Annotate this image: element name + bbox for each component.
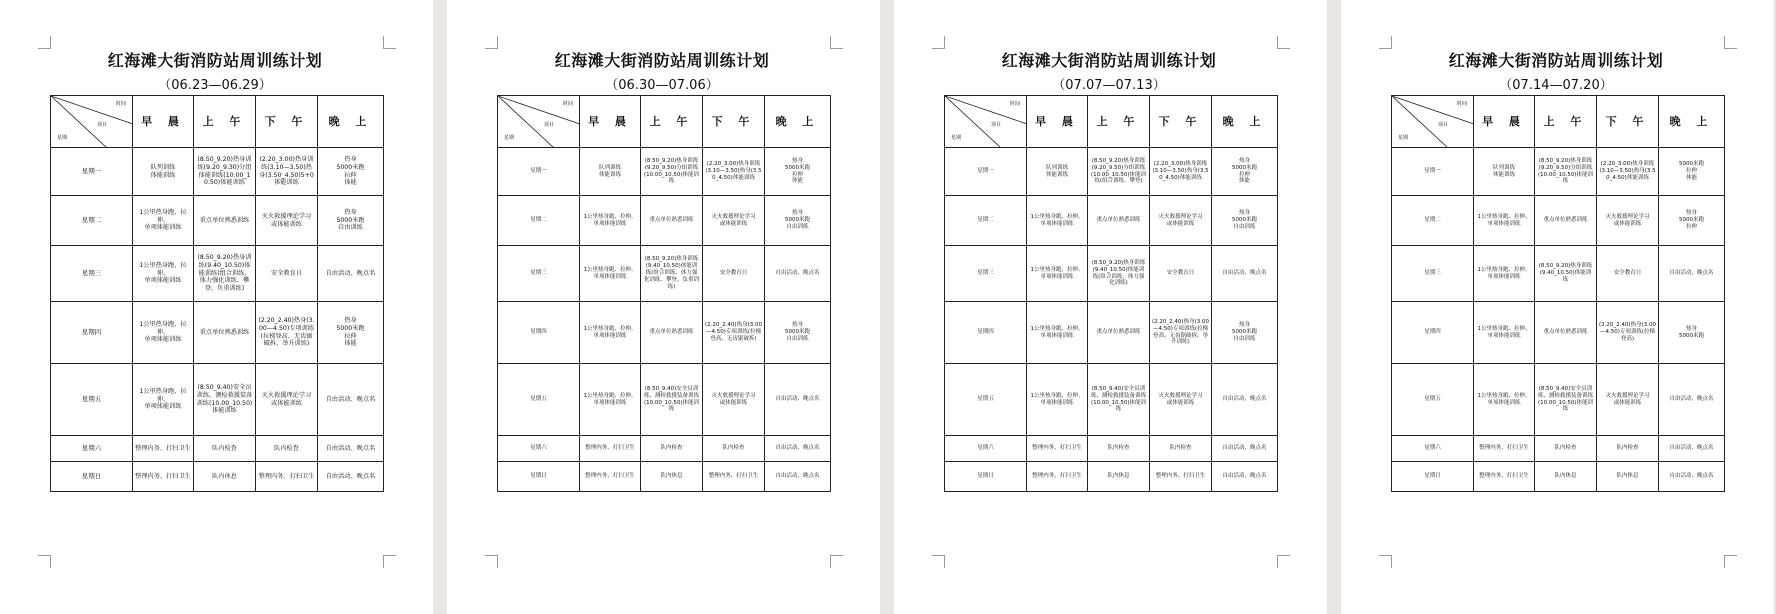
schedule-cell: 1公里热身跑、拉伸、单项体能训练 — [1027, 364, 1088, 436]
corner-label-time: 时间 — [1009, 101, 1020, 107]
schedule-cell: 自由活动、晚点名 — [1212, 246, 1278, 302]
schedule-cell: 整理内务、打扫卫生 — [580, 436, 641, 462]
table-row — [1392, 196, 1725, 246]
schedule-cell: 安全教育日 — [703, 246, 765, 302]
weekday-cell: 星期三 — [1392, 246, 1474, 302]
page-gap — [1327, 0, 1341, 614]
schedule-cell: 1公里热身跑、拉伸、单项体能训练 — [1474, 196, 1535, 246]
weekday-cell: 星期四 — [945, 302, 1027, 364]
header-afternoon: 下 午 — [1150, 96, 1212, 148]
table-row — [498, 364, 831, 436]
corner-label-item: 项目 — [1438, 122, 1449, 128]
table-row — [945, 436, 1278, 462]
crop-mark — [1277, 36, 1290, 49]
schedule-cell: 安全教育日 — [1597, 246, 1659, 302]
weekday-cell: 星期六 — [945, 436, 1027, 462]
schedule-cell: 1公里热身跑、拉伸、单项体能训练 — [1474, 246, 1535, 302]
schedule-cell: 1公里热身跑、拉伸、单项体能训练 — [1474, 302, 1535, 364]
corner-label-week: 星期 — [951, 134, 962, 141]
corner-label-week: 星期 — [1398, 134, 1409, 141]
crop-mark — [1277, 555, 1290, 568]
schedule-cell: 灭火救援理论学习 或体能训练 — [703, 364, 765, 436]
schedule-cell: 1公里热身跑、拉伸、 单项体能训练 — [133, 302, 194, 364]
crop-mark — [1379, 555, 1392, 568]
crop-mark — [830, 555, 843, 568]
table-row — [51, 462, 384, 492]
crop-mark — [383, 36, 396, 49]
weekday-cell: 星期二 — [498, 196, 580, 246]
header-afternoon: 下 午 — [1597, 96, 1659, 148]
schedule-cell: 热身 5000米跑 拉伸 体能 — [1212, 148, 1278, 196]
header-afternoon: 下 午 — [256, 96, 318, 148]
schedule-cell: 队内检查 — [194, 436, 256, 462]
schedule-cell: 队内检查 — [1088, 436, 1150, 462]
schedule-cell: 整理内务、打扫卫生 — [703, 462, 765, 492]
table-corner-cell — [945, 96, 1027, 148]
schedule-cell: (8.50_9.20)热身训练(9.20_9.50)分组训练(10.00_10.50)体能训练(组合训练、攀登) — [1088, 148, 1150, 196]
schedule-cell: (2.20_3.00)热身训练(3.10—3.50)热身(3.50_4.50)体能训练 — [1597, 148, 1659, 196]
header-evening: 晚 上 — [1212, 96, 1278, 148]
schedule-cell: 重点单位熟悉训练 — [1535, 302, 1597, 364]
schedule-cell: 自由活动、晚点名 — [318, 364, 384, 436]
schedule-cell: (8.50_9.20)热身训练(9.40_10.50)体能训练(组合训练、体力强化训练、攀登、负重训练) — [641, 246, 703, 302]
schedule-cell: 1公里热身跑、拉伸、单项体能训练 — [1027, 246, 1088, 302]
schedule-cell: 重点单位熟悉训练 — [641, 302, 703, 364]
schedule-cell: 队内检查 — [1535, 436, 1597, 462]
schedule-cell: 队列训练 体能训练 — [1027, 148, 1088, 196]
schedule-cell: (8.50_9.20)热身训练(9.20_9.50)分组训练(10.00_10.50)体能训练 — [1535, 148, 1597, 196]
table-row — [51, 148, 384, 196]
weekday-cell: 星期四 — [498, 302, 580, 364]
weekday-cell: 星期三 — [498, 246, 580, 302]
schedule-cell: 队内检查 — [1597, 436, 1659, 462]
schedule-cell: 热身 5000米跑 — [1659, 302, 1725, 364]
schedule-cell: 重点单位熟悉训练 — [194, 196, 256, 246]
table-corner-cell — [498, 96, 580, 148]
schedule-cell: 重点单位熟悉训练 — [1088, 302, 1150, 364]
corner-label-time: 时间 — [562, 101, 573, 107]
weekday-cell: 星期三 — [945, 246, 1027, 302]
crop-mark — [485, 555, 498, 568]
weekday-cell: 星期三 — [51, 246, 133, 302]
table-row — [498, 148, 831, 196]
schedule-cell: 整理内务、打扫卫生 — [1474, 462, 1535, 492]
schedule-cell: 整理内务、打扫卫生 — [1027, 462, 1088, 492]
corner-label-item: 项目 — [991, 122, 1002, 128]
schedule-cell: 自由活动、晚点名 — [765, 462, 831, 492]
document-page — [447, 0, 880, 614]
schedule-cell: 自由活动、晚点名 — [318, 436, 384, 462]
schedule-cell: 自由活动、晚点名 — [318, 246, 384, 302]
schedule-cell: 整理内务、打扫卫生 — [256, 462, 318, 492]
crop-mark — [38, 555, 51, 568]
table-row — [51, 246, 384, 302]
schedule-cell: 1公里热身跑、拉伸、单项体能训练 — [580, 302, 641, 364]
schedule-cell: 自由活动、晚点名 — [1212, 436, 1278, 462]
schedule-cell: 队内休息 — [1535, 462, 1597, 492]
schedule-cell: 热身 5000米跑 拉伸 体能 — [765, 148, 831, 196]
table-row — [1392, 364, 1725, 436]
schedule-cell: 1公里热身跑、拉伸、 单项体能训练 — [133, 246, 194, 302]
table-row — [498, 462, 831, 492]
schedule-cell: 队内休息 — [1597, 462, 1659, 492]
training-plan-table — [50, 95, 384, 492]
table-row — [51, 436, 384, 462]
training-plan-table — [1391, 95, 1725, 492]
crop-mark — [383, 555, 396, 568]
weekday-cell: 星期五 — [1392, 364, 1474, 436]
schedule-cell: 1公里热身跑、拉伸、单项体能训练 — [580, 196, 641, 246]
schedule-cell: 1公里热身跑、拉伸、 单项体能训练 — [133, 364, 194, 436]
corner-label-item: 项目 — [97, 122, 108, 128]
table-header-row — [498, 96, 831, 148]
corner-label-time: 时间 — [115, 101, 126, 107]
page-title: 红海滩大街消防站周训练计划 — [1001, 51, 1217, 70]
table-row — [945, 196, 1278, 246]
schedule-cell: 队内休息 — [194, 462, 256, 492]
schedule-cell: 热身 5000米跑 自由训练 — [765, 302, 831, 364]
schedule-cell: 整理内务、打扫卫生 — [1027, 436, 1088, 462]
header-morning: 早 晨 — [1027, 96, 1088, 148]
crop-mark — [830, 36, 843, 49]
crop-mark — [1724, 36, 1737, 49]
schedule-cell: 自由活动、晚点名 — [1659, 364, 1725, 436]
header-evening: 晚 上 — [765, 96, 831, 148]
schedule-cell: (2.20_2.40)热身(3.00—4.50)专项训练(拉梯登高、无齿锯破拆) — [703, 302, 765, 364]
crop-mark — [1724, 555, 1737, 568]
document-page — [1341, 0, 1774, 614]
date-range: （07.07—07.13） — [1052, 78, 1166, 93]
table-header-row — [51, 96, 384, 148]
schedule-cell: 整理内务、打扫卫生 — [1474, 436, 1535, 462]
weekday-cell: 星期四 — [1392, 302, 1474, 364]
table-row — [1392, 246, 1725, 302]
schedule-cell: 灭火救援理论学习 或体能训练 — [256, 364, 318, 436]
header-forenoon: 上 午 — [1088, 96, 1150, 148]
schedule-cell: 重点单位熟悉训练 — [194, 302, 256, 364]
schedule-cell: 队内检查 — [256, 436, 318, 462]
table-row — [945, 246, 1278, 302]
weekday-cell: 星期日 — [498, 462, 580, 492]
schedule-cell: 1公里热身跑、拉伸、 单项体能训练 — [133, 196, 194, 246]
schedule-cell: 灭火救援理论学习 或体能训练 — [703, 196, 765, 246]
page-title: 红海滩大街消防站周训练计划 — [1448, 51, 1664, 70]
table-corner-cell — [51, 96, 133, 148]
corner-label-time: 时间 — [1456, 101, 1467, 107]
weekday-cell: 星期一 — [51, 148, 133, 196]
schedule-cell: 自由活动、晚点名 — [1212, 462, 1278, 492]
schedule-cell: 热身 5000米跑 拉伸 体能 — [318, 148, 384, 196]
schedule-cell: (8.50_9.40)安全员训练、测检救援装备训练(10.00_10.50)体能训练 — [1088, 364, 1150, 436]
training-plan-table — [944, 95, 1278, 492]
weekday-cell: 星期六 — [51, 436, 133, 462]
table-row — [498, 302, 831, 364]
schedule-cell: (8.50_9.40)安全员训练、测检救援装备训练(10.00_10.50)体能训练 — [194, 364, 256, 436]
table-row — [1392, 462, 1725, 492]
schedule-cell: 5000米跑 拉伸 体能 — [1659, 148, 1725, 196]
page-gap — [433, 0, 447, 614]
schedule-cell: 整理内务、打扫卫生 — [1150, 462, 1212, 492]
schedule-cell: 队内检查 — [641, 436, 703, 462]
schedule-cell: 整理内务、打扫卫生 — [133, 462, 194, 492]
schedule-cell: 自由活动、晚点名 — [765, 436, 831, 462]
header-morning: 早 晨 — [1474, 96, 1535, 148]
schedule-cell: 1公里热身跑、拉伸、单项体能训练 — [1027, 196, 1088, 246]
schedule-cell: (8.50_9.20)热身训练(9.40_10.50)体能训练(组合训练、体力强化训练、攀登、负重训练) — [194, 246, 256, 302]
schedule-cell: 整理内务、打扫卫生 — [580, 462, 641, 492]
schedule-cell: (8.50_9.40)安全员训练、测检救援装备训练(10.00_10.50)体能训练 — [1535, 364, 1597, 436]
table-header-row — [1392, 96, 1725, 148]
table-row — [498, 196, 831, 246]
weekday-cell: 星期六 — [498, 436, 580, 462]
table-row — [51, 364, 384, 436]
schedule-cell: 安全教育日 — [1150, 246, 1212, 302]
table-corner-cell — [1392, 96, 1474, 148]
schedule-cell: 灭火救援理论学习 或体能训练 — [1150, 364, 1212, 436]
header-forenoon: 上 午 — [1535, 96, 1597, 148]
schedule-cell: 热身 5000米跑 自由训练 — [1212, 302, 1278, 364]
table-row — [498, 246, 831, 302]
schedule-cell: 自由活动、晚点名 — [1659, 462, 1725, 492]
header-forenoon: 上 午 — [641, 96, 703, 148]
table-row — [1392, 302, 1725, 364]
weekday-cell: 星期二 — [51, 196, 133, 246]
schedule-cell: (8.50_9.20)热身训练(9.40_10.50)体能训练 — [1535, 246, 1597, 302]
weekday-cell: 星期二 — [945, 196, 1027, 246]
table-row — [945, 148, 1278, 196]
schedule-cell: 整理内务、打扫卫生 — [133, 436, 194, 462]
table-row — [498, 436, 831, 462]
corner-label-week: 星期 — [57, 134, 68, 141]
date-range: （06.30—07.06） — [605, 78, 719, 93]
schedule-cell: 队内休息 — [1088, 462, 1150, 492]
schedule-cell: 队内检查 — [703, 436, 765, 462]
schedule-cell: 热身 5000米跑 自由训练 — [1212, 196, 1278, 246]
schedule-cell: 队内检查 — [1150, 436, 1212, 462]
schedule-cell: 队列训练 体能训练 — [1474, 148, 1535, 196]
header-afternoon: 下 午 — [703, 96, 765, 148]
table-header-row — [945, 96, 1278, 148]
schedule-cell: 1公里热身跑、拉伸、单项体能训练 — [1027, 302, 1088, 364]
date-range: （06.23—06.29） — [158, 78, 272, 93]
schedule-cell: 重点单位熟悉训练 — [641, 196, 703, 246]
page-title: 红海滩大街消防站周训练计划 — [107, 51, 323, 70]
corner-label-item: 项目 — [544, 122, 555, 128]
schedule-cell: 灭火救援理论学习 或体能训练 — [1597, 364, 1659, 436]
schedule-cell: 重点单位熟悉训练 — [1535, 196, 1597, 246]
weekday-cell: 星期二 — [1392, 196, 1474, 246]
schedule-cell: (8.50_9.20)热身训练(9.40_10.50)体能训练(组合训练、体力强化训练) — [1088, 246, 1150, 302]
schedule-cell: 灭火救援理论学习 或体能训练 — [1597, 196, 1659, 246]
weekday-cell: 星期五 — [51, 364, 133, 436]
schedule-cell: 自由活动、晚点名 — [318, 462, 384, 492]
schedule-cell: (2.20_3.00)热身训练(3.10—3.50)热身(3.50_4.50)体能训练 — [703, 148, 765, 196]
schedule-cell: 自由活动、晚点名 — [765, 246, 831, 302]
table-row — [945, 462, 1278, 492]
weekday-cell: 星期六 — [1392, 436, 1474, 462]
document-page — [894, 0, 1327, 614]
schedule-cell: 自由活动、晚点名 — [765, 364, 831, 436]
corner-label-week: 星期 — [504, 134, 515, 141]
schedule-cell: 热身 5000米跑 拉伸 体能 — [318, 302, 384, 364]
crop-mark — [932, 555, 945, 568]
header-morning: 早 晨 — [133, 96, 194, 148]
header-evening: 晚 上 — [318, 96, 384, 148]
schedule-cell: 自由活动、晚点名 — [1212, 364, 1278, 436]
schedule-cell: 1公里热身跑、拉伸、单项体能训练 — [580, 246, 641, 302]
table-row — [945, 302, 1278, 364]
table-row — [51, 196, 384, 246]
weekday-cell: 星期日 — [51, 462, 133, 492]
document-page — [0, 0, 433, 614]
schedule-cell: 自由活动、晚点名 — [1659, 436, 1725, 462]
schedule-cell: (8.50_9.20)热身训练(9.20_9.50)分组训练(10.00_10.50)体能训练 — [641, 148, 703, 196]
table-row — [1392, 436, 1725, 462]
date-range: （07.14—07.20） — [1499, 78, 1613, 93]
header-morning: 早 晨 — [580, 96, 641, 148]
weekday-cell: 星期四 — [51, 302, 133, 364]
schedule-cell: 热身 5000米跑 拉伸 — [1659, 196, 1725, 246]
schedule-cell: 灭火救援理论学习 或体能训练 — [1150, 196, 1212, 246]
weekday-cell: 星期日 — [1392, 462, 1474, 492]
schedule-cell: 灭火救援理论学习 或体能训练 — [256, 196, 318, 246]
table-row — [945, 364, 1278, 436]
schedule-cell: 队列训练 体能训练 — [580, 148, 641, 196]
weekday-cell: 星期日 — [945, 462, 1027, 492]
schedule-cell: 队内休息 — [641, 462, 703, 492]
schedule-cell: (2.20_2.40)热身(3.00—4.50)专项训练(拉梯登高、无齿锯破拆、举升训练) — [256, 302, 318, 364]
schedule-cell: 1公里热身跑、拉伸、单项体能训练 — [1474, 364, 1535, 436]
header-evening: 晚 上 — [1659, 96, 1725, 148]
weekday-cell: 星期五 — [945, 364, 1027, 436]
schedule-cell: 热身 5000米跑 自由训练 — [765, 196, 831, 246]
schedule-cell: 1公里热身跑、拉伸、单项体能训练 — [580, 364, 641, 436]
schedule-cell: 热身 5000米跑 自由训练 — [318, 196, 384, 246]
training-plan-table — [497, 95, 831, 492]
schedule-cell: (2.20_3.00)热身训练(3.10—3.50)热身(3.50_4.50)5+0体能训练 — [256, 148, 318, 196]
schedule-cell: (2.20_2.40)热身(3.00—4.50)专项训练(拉梯登高、无齿锯破拆、举升训练) — [1150, 302, 1212, 364]
weekday-cell: 星期五 — [498, 364, 580, 436]
schedule-cell: 自由活动、晚点名 — [1659, 246, 1725, 302]
table-row — [1392, 148, 1725, 196]
schedule-cell: 重点单位熟悉训练 — [1088, 196, 1150, 246]
weekday-cell: 星期一 — [1392, 148, 1474, 196]
schedule-cell: (2.20_2.40)热身(3.00—4.50)专项训练(拉梯登高) — [1597, 302, 1659, 364]
page-gap — [880, 0, 894, 614]
schedule-cell: 安全教育日 — [256, 246, 318, 302]
schedule-cell: 队列训练 体能训练 — [133, 148, 194, 196]
table-row — [51, 302, 384, 364]
schedule-cell: (8.50_9.40)安全员训练、测检救援装备训练(10.00_10.50)体能训练 — [641, 364, 703, 436]
schedule-cell: (8.50_9.20)热身训练(9.20_9.30)分组体能训练(10.00_10.50)体能训练 — [194, 148, 256, 196]
weekday-cell: 星期一 — [945, 148, 1027, 196]
weekday-cell: 星期一 — [498, 148, 580, 196]
header-forenoon: 上 午 — [194, 96, 256, 148]
schedule-cell: (2.20_3.00)热身训练(3.10—3.50)热身(3.50_4.50)体能训练 — [1150, 148, 1212, 196]
page-title: 红海滩大街消防站周训练计划 — [554, 51, 770, 70]
